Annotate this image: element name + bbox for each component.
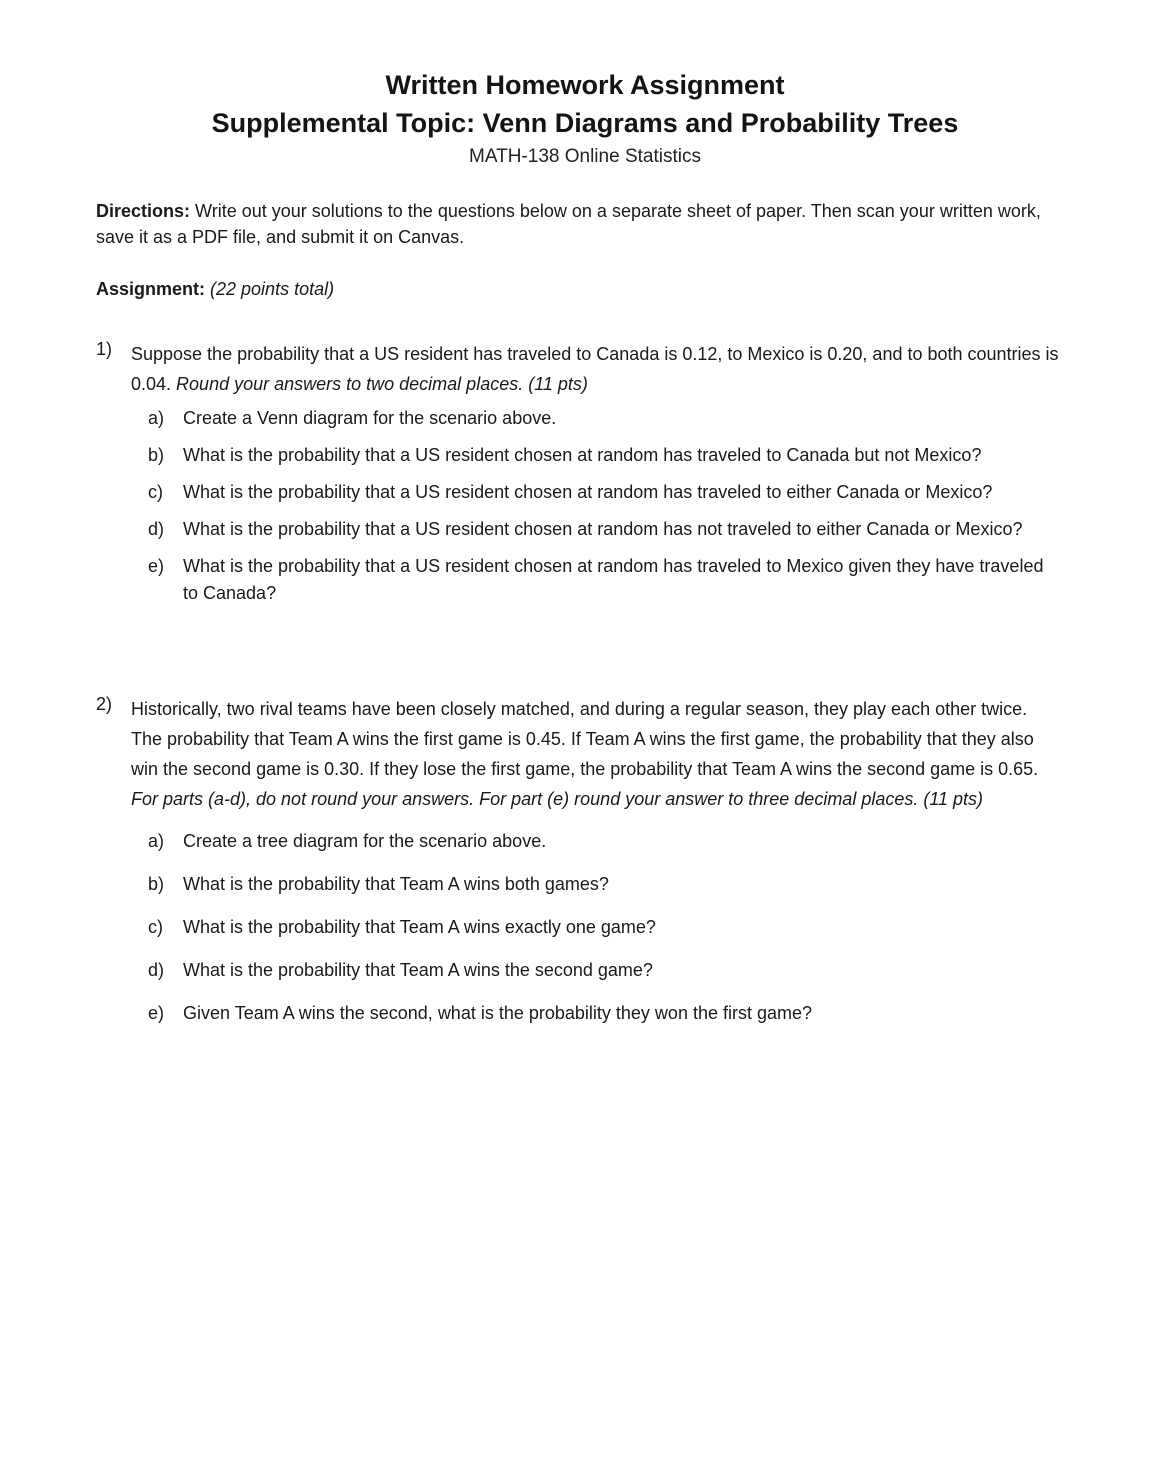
- question-instruction: For parts (a-d), do not round your answers. For part (e) round your answer to three decimal places. (11 pts): [131, 789, 984, 809]
- question-part: [148, 914, 1060, 941]
- question-part: [148, 479, 1060, 506]
- question-part: [148, 828, 1060, 855]
- part-letter: a): [148, 408, 165, 428]
- question-instruction: Round your answers to two decimal places. (11 pts): [176, 374, 588, 394]
- part-text: Given Team A wins the second, what is the probability they won the first game?: [183, 1003, 813, 1023]
- document-subtitle: Supplemental Topic: Venn Diagrams and Probability Trees: [211, 108, 959, 138]
- part-text: What is the probability that Team A wins both games?: [183, 874, 609, 894]
- part-letter: c): [148, 917, 163, 937]
- part-letter: e): [148, 556, 165, 576]
- part-text: What is the probability that a US resident chosen at random has traveled to Canada but not Mexico?: [183, 445, 982, 465]
- part-letter: b): [148, 874, 165, 894]
- question-part: [148, 957, 1060, 984]
- question-parts: [148, 405, 1060, 607]
- question-body: Suppose the probability that a US resident has traveled to Canada is 0.12, to Mexico is 0.20, and to both countries is 0.04.: [131, 344, 1059, 394]
- part-letter: e): [148, 1003, 165, 1023]
- question-text: [131, 694, 1060, 814]
- question-text: [131, 339, 1060, 399]
- part-letter: b): [148, 445, 165, 465]
- part-text: Create a tree diagram for the scenario above.: [183, 831, 547, 851]
- question-part: [148, 442, 1060, 469]
- question-part: [148, 516, 1060, 543]
- directions-text: Write out your solutions to the questions below on a separate sheet of paper. Then scan your written work, save it as a PDF file, and submit it on Canvas.: [96, 201, 1041, 247]
- part-text: What is the probability that Team A wins the second game?: [183, 960, 653, 980]
- part-text: What is the probability that a US resident chosen at random has not traveled to either Canada or Mexico?: [183, 519, 1023, 539]
- question-parts: [148, 828, 1060, 1027]
- document-header: [0, 66, 1170, 172]
- question-part: [148, 553, 1060, 607]
- part-letter: d): [148, 519, 165, 539]
- document-title: Written Homework Assignment: [385, 70, 785, 100]
- directions-paragraph: [96, 198, 1076, 250]
- assignment-label: Assignment:: [96, 279, 206, 299]
- part-text: What is the probability that Team A wins exactly one game?: [183, 917, 656, 937]
- part-text: What is the probability that a US resident chosen at random has traveled to Mexico given they have traveled to Canada?: [183, 556, 1044, 603]
- question-part: [148, 1000, 1060, 1027]
- question-number: 1): [96, 339, 113, 359]
- part-text: Create a Venn diagram for the scenario above.: [183, 408, 557, 428]
- part-letter: a): [148, 831, 165, 851]
- assignment-heading: [96, 276, 334, 302]
- part-text: What is the probability that a US resident chosen at random has traveled to either Canada or Mexico?: [183, 482, 993, 502]
- question-body: Historically, two rival teams have been closely matched, and during a regular season, they play each other twice. The probability that Team A wins the first game is 0.45. If Team A wins the first game, the probability that they also win the second game is 0.30. If they lose the first game, the probability that Team A wins the second game is 0.65.: [131, 699, 1039, 779]
- question-number: 2): [96, 694, 113, 714]
- question-1: [96, 339, 1060, 617]
- question-part: [148, 871, 1060, 898]
- part-letter: c): [148, 482, 163, 502]
- part-letter: d): [148, 960, 165, 980]
- question-part: [148, 405, 1060, 432]
- question-2: [96, 694, 1060, 1043]
- course-name: MATH-138 Online Statistics: [469, 146, 701, 167]
- directions-label: Directions:: [96, 201, 191, 221]
- assignment-points: (22 points total): [205, 279, 335, 299]
